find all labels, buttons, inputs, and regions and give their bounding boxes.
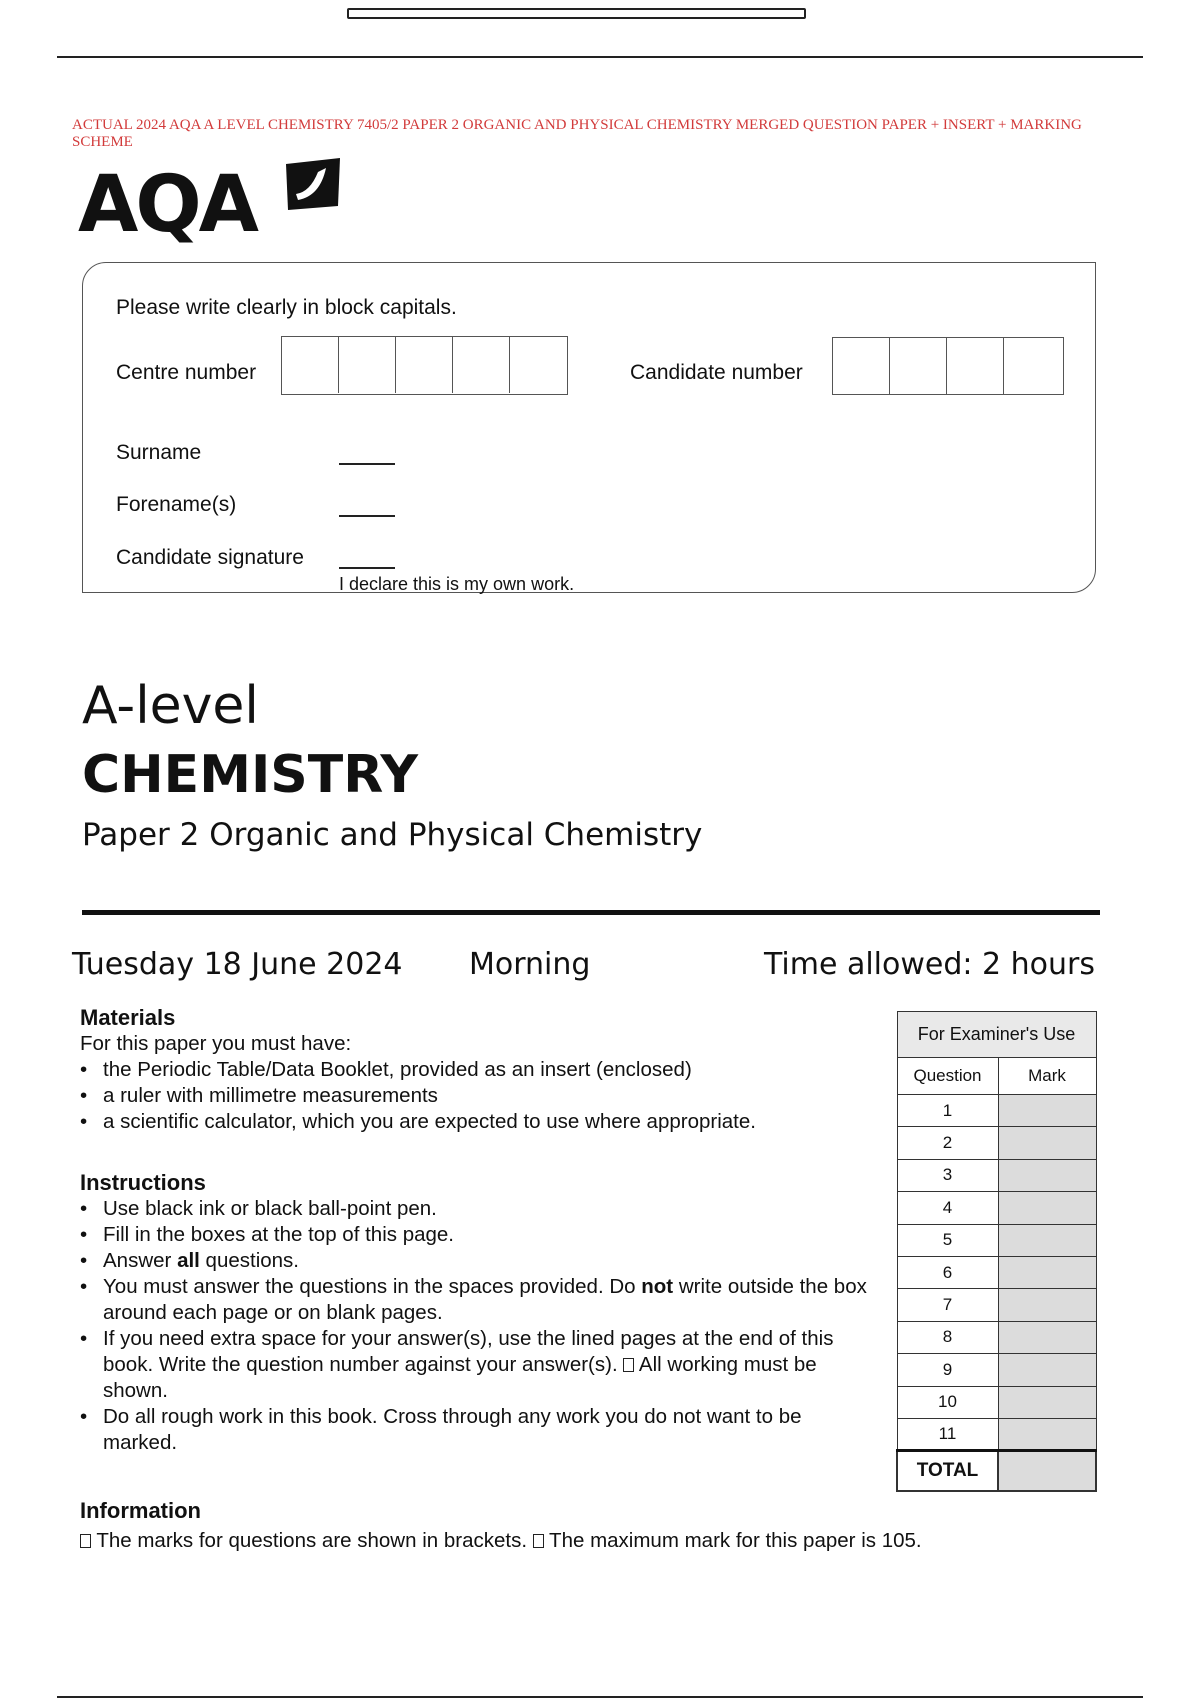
- materials-intro: For this paper you must have:: [80, 1032, 352, 1055]
- table-row: [897, 1127, 1096, 1159]
- total-row: [897, 1451, 1096, 1491]
- candidate-number-digit[interactable]: [890, 338, 947, 394]
- table-row: [897, 1224, 1096, 1256]
- document-banner: ACTUAL 2024 AQA A LEVEL CHEMISTRY 7405/2 PAPER 2 ORGANIC AND PHYSICAL CHEMISTRY MERGED QUESTION PAPER + INSERT + MARKING SCHEME: [72, 117, 1082, 150]
- instructions-section: [80, 1170, 870, 1456]
- text: All working must be shown.: [103, 1353, 817, 1402]
- centre-number-digit[interactable]: [453, 337, 510, 393]
- text: The marks for questions are shown in brackets.: [91, 1529, 528, 1552]
- bottom-rule: [57, 1696, 1143, 1698]
- question-number: 10: [897, 1386, 998, 1418]
- centre-number-digit[interactable]: [282, 337, 339, 393]
- table-row: [897, 1386, 1096, 1418]
- question-number: 2: [897, 1127, 998, 1159]
- list-item: • a scientific calculator, which you are expected to use where appropriate.: [80, 1109, 880, 1135]
- list-item: • a ruler with millimetre measurements: [80, 1083, 880, 1109]
- list-item: • Use black ink or black ball-point pen.: [80, 1196, 870, 1222]
- question-number: 11: [897, 1418, 998, 1450]
- mark-cell[interactable]: [998, 1095, 1096, 1127]
- candidate-number-digit[interactable]: [1004, 338, 1061, 394]
- table-row: [897, 1321, 1096, 1353]
- list-item: • Do all rough work in this book. Cross through any work you do not want to be marked.: [80, 1404, 870, 1456]
- centre-number-digit[interactable]: [510, 337, 567, 393]
- signature-label: Candidate signature: [116, 546, 304, 569]
- information-heading: Information: [80, 1498, 201, 1523]
- list-item: [80, 1274, 870, 1326]
- text: Answer: [103, 1249, 178, 1272]
- total-mark-cell[interactable]: [998, 1451, 1096, 1491]
- candidate-number-digit[interactable]: [833, 338, 890, 394]
- mark-column-header: Mark: [998, 1058, 1096, 1095]
- centre-number-label: Centre number: [116, 361, 257, 384]
- mark-cell[interactable]: [998, 1159, 1096, 1191]
- mark-cell[interactable]: [998, 1354, 1096, 1386]
- table-row: [897, 1354, 1096, 1386]
- missing-glyph-icon: [80, 1534, 91, 1548]
- question-number: 4: [897, 1192, 998, 1224]
- question-number: 9: [897, 1354, 998, 1386]
- declaration-text: I declare this is my own work.: [339, 574, 575, 594]
- question-number: 5: [897, 1224, 998, 1256]
- text: questions.: [199, 1249, 300, 1272]
- emphasis: all: [177, 1249, 200, 1272]
- qualification-level: A-level: [82, 676, 259, 736]
- candidate-number-digit[interactable]: [947, 338, 1004, 394]
- table-row: [897, 1256, 1096, 1288]
- instructions-list: [80, 1196, 870, 1456]
- emphasis: not: [641, 1275, 674, 1298]
- table-row: [897, 1095, 1096, 1127]
- top-bar-frame: [347, 8, 806, 19]
- exam-date: Tuesday 18 June 2024: [72, 947, 403, 982]
- table-row: [897, 1289, 1096, 1321]
- mark-cell[interactable]: [998, 1386, 1096, 1418]
- time-allowed: Time allowed: 2 hours: [763, 947, 1095, 982]
- text: If you need extra space for your answer(s), use the lined pages at the end of this book. Write the question number against your answer(s).: [103, 1327, 834, 1376]
- centre-number-boxes[interactable]: [281, 336, 568, 395]
- question-number: 1: [897, 1095, 998, 1127]
- aqa-logo-mark-icon: [282, 154, 344, 212]
- subject-title: CHEMISTRY: [82, 745, 419, 805]
- mark-cell[interactable]: [998, 1224, 1096, 1256]
- missing-glyph-icon: [623, 1358, 634, 1372]
- question-number: 8: [897, 1321, 998, 1353]
- mark-cell[interactable]: [998, 1289, 1096, 1321]
- total-label: TOTAL: [897, 1451, 998, 1491]
- list-item: • Fill in the boxes at the top of this page.: [80, 1222, 870, 1248]
- materials-heading: Materials: [80, 1005, 176, 1030]
- candidate-number-label: Candidate number: [630, 361, 803, 384]
- text: You must answer the questions in the spaces provided. Do: [103, 1275, 642, 1298]
- signature-field[interactable]: [339, 567, 395, 569]
- list-item: [80, 1326, 870, 1404]
- forename-label: Forename(s): [116, 493, 237, 516]
- question-number: 6: [897, 1256, 998, 1288]
- list-item: [80, 1248, 870, 1274]
- title-divider: [82, 910, 1100, 915]
- aqa-logo: [78, 150, 348, 250]
- forename-field[interactable]: [339, 515, 395, 517]
- mark-cell[interactable]: [998, 1321, 1096, 1353]
- mark-cell[interactable]: [998, 1418, 1096, 1450]
- materials-list: [80, 1057, 880, 1135]
- examiners-use-table: [896, 1011, 1097, 1492]
- mark-cell[interactable]: [998, 1127, 1096, 1159]
- table-row: [897, 1159, 1096, 1191]
- surname-label: Surname: [116, 441, 202, 464]
- mark-cell[interactable]: [998, 1256, 1096, 1288]
- table-row: [897, 1418, 1096, 1450]
- instructions-heading: Instructions: [80, 1170, 206, 1195]
- question-number: 7: [897, 1289, 998, 1321]
- surname-field[interactable]: [339, 463, 395, 465]
- aqa-logo-text: AQA: [78, 160, 257, 250]
- list-item: • the Periodic Table/Data Booklet, provided as an insert (enclosed): [80, 1057, 880, 1083]
- mark-cell[interactable]: [998, 1192, 1096, 1224]
- exam-session: Morning: [469, 947, 591, 982]
- question-number: 3: [897, 1159, 998, 1191]
- paper-title: Paper 2 Organic and Physical Chemistry: [82, 817, 703, 853]
- examiners-use-title: For Examiner's Use: [897, 1012, 1096, 1058]
- missing-glyph-icon: [533, 1534, 544, 1548]
- centre-number-digit[interactable]: [339, 337, 396, 393]
- block-capitals-instruction: Please write clearly in block capitals.: [116, 296, 457, 319]
- text: The maximum mark for this paper is 105.: [543, 1529, 922, 1552]
- question-column-header: Question: [897, 1058, 998, 1095]
- top-rule: [57, 56, 1143, 58]
- candidate-number-boxes[interactable]: [832, 337, 1064, 395]
- centre-number-digit[interactable]: [396, 337, 453, 393]
- table-row: [897, 1192, 1096, 1224]
- materials-section: [80, 1005, 880, 1135]
- information-text: [80, 1528, 1120, 1554]
- information-section: [80, 1498, 1120, 1554]
- text: write outside the box around each page or on blank pages.: [103, 1275, 867, 1324]
